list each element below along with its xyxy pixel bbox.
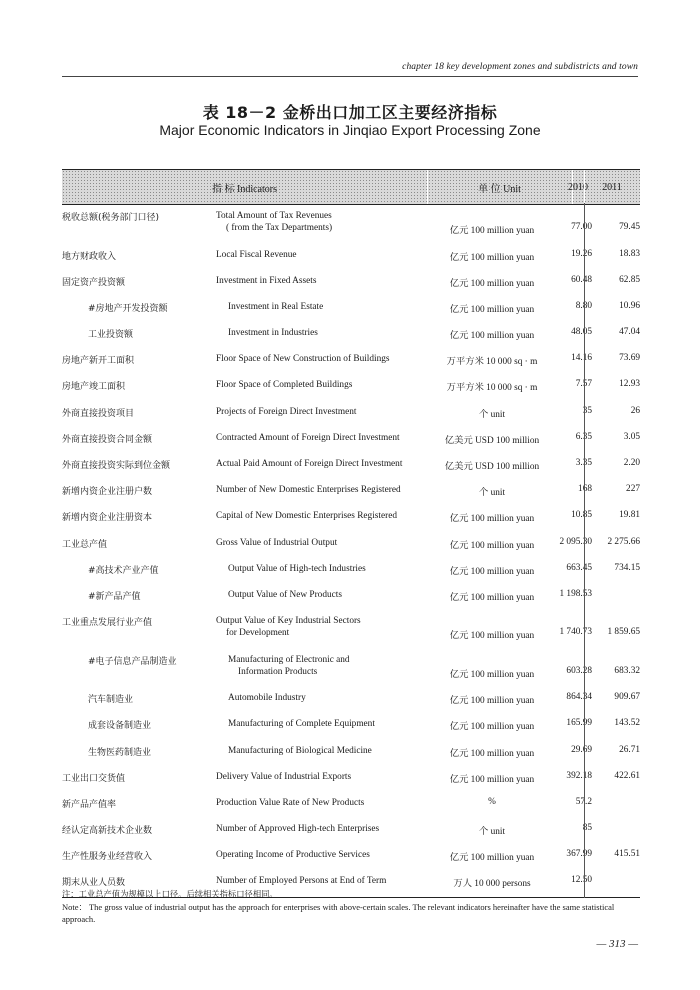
indicator-english-line: for Development [226,628,290,639]
value-2010: 2 095.30 [559,536,592,547]
table-row [62,610,640,649]
indicator-chinese: 房地产竣工面积 [62,382,126,393]
indicator-english-line: Investment in Industries [228,328,318,339]
indicator-chinese: 外商直接投资实际到位金额 [62,461,171,471]
indicator-english [216,875,386,887]
indicator-english [228,563,366,575]
value-2011: 19.81 [619,510,640,521]
column-rule [584,203,585,898]
header-rule [62,76,638,77]
indicator-english [216,823,379,835]
indicator-english-line: Information Products [238,666,318,677]
header-2010: 2010 [568,181,588,193]
value-2010: 77.00 [571,222,592,232]
indicator-chinese: 期末从业人员数 [62,878,126,889]
indicator-chinese: #房地产开发投资额 [88,303,168,314]
indicator-english-line: Production Value Rate of New Products [216,797,365,808]
indicator-chinese: 新增内资企业注册户数 [62,487,153,498]
indicator-english-line: Operating Income of Productive Services [216,850,370,861]
value-2010: 6.35 [575,431,592,442]
value-2011: 2.20 [623,458,640,468]
unit-cell: 亿元 100 million yuan [449,722,535,733]
unit-cell: 亿元 100 million yuan [449,566,535,577]
table-row [62,584,640,610]
indicator-chinese: 工业出口交货值 [62,773,126,784]
table-row [62,766,640,792]
table-row [62,322,640,348]
indicator-english [216,510,397,522]
indicator-english-line: Contracted Amount of Foreign Direct Investment [216,432,400,443]
header-indicators: 指 标 Indicators [212,183,277,195]
indicator-chinese: #新产品产值 [88,591,141,602]
indicator-english-line: Floor Space of New Construction of Buildings [216,354,390,365]
header-unit: 单 位 Unit [478,183,521,195]
table-row [62,713,640,739]
indicator-english-line: Output Value of Key Industrial Sectors [216,616,361,627]
indicator-english-line: Investment in Real Estate [228,301,324,312]
indicator-chinese: #电子信息产品制造业 [88,656,177,667]
value-2010: 29.69 [571,744,592,755]
indicator-english-line: Capital of New Domestic Enterprises Registered [216,511,397,522]
value-2011: 10.96 [619,300,640,311]
indicator-chinese: 汽车制造业 [88,695,134,706]
unit-cell: % [488,796,496,807]
indicator-english-line: Number of New Domestic Enterprises Registered [216,485,401,496]
page-number: — 313 — [596,938,638,950]
unit-cell: 亿元 100 million yuan [449,774,535,785]
value-2011: 909.67 [614,692,640,703]
table-header [62,169,640,205]
table-row [62,270,640,296]
unit-cell: 万人 10 000 persons [453,879,531,890]
value-2010: 7.57 [575,379,592,390]
table-row [62,296,640,322]
table-title-english: Major Economic Indicators in Jinqiao Export Processing Zone [159,122,541,138]
indicator-english-line: Investment in Fixed Assets [216,275,317,286]
indicator-chinese: 成套设备制造业 [88,721,152,732]
table-row [62,244,640,270]
value-2010: 48.05 [571,327,592,338]
value-2011: 12.93 [619,379,640,390]
unit-cell: 亿美元 USD 100 million [444,435,540,446]
indicator-english [216,275,316,287]
indicator-english-line: Local Fiscal Revenue [216,249,297,260]
table-row [62,740,640,766]
indicator-chinese: 税收总额(税务部门口径) [62,213,160,223]
unit-cell: 亿美元 USD 100 million [444,462,540,472]
value-2010: 603.28 [566,665,592,676]
value-2011: 26.71 [619,744,640,755]
value-2011: 734.15 [614,562,640,573]
indicator-english [228,327,318,339]
indicator-english [216,615,361,639]
table-row [62,205,640,244]
table-note [62,888,640,926]
indicator-english-line: Total Amount of Tax Revenues [216,211,332,221]
value-2010: 392.18 [566,770,592,781]
table-row [62,687,640,713]
indicator-english-line: Actual Paid Amount of Foreign Direct Investment [216,459,403,469]
note-english: Note： The gross value of industrial output has the approach for enterprises with above-certain scales. The relevant indicators hereinafter have the same statistical approach. [62,901,615,924]
indicator-english [216,458,402,470]
running-head: chapter 18 key development zones and subdistricts and town [402,62,638,72]
indicator-chinese: 地方财政收入 [62,251,117,262]
value-2011: 62.85 [619,274,640,285]
indicator-english-line: ( from the Tax Departments) [226,223,333,233]
unit-cell: 亿元 100 million yuan [449,592,535,603]
unit-cell: 万平方米 10 000 sq · m [446,383,538,394]
value-2011: 73.69 [619,353,640,364]
value-2010: 19.26 [571,248,592,259]
indicator-english-line: Output Value of New Products [228,589,342,600]
value-2010: 10.85 [571,510,592,521]
unit-cell: 万平方米 10 000 sq · m [446,357,538,368]
indicator-chinese: 外商直接投资合同金额 [62,434,153,445]
indicator-english [216,432,400,444]
indicator-english [228,692,306,704]
value-2010: 367.99 [566,849,592,860]
unit-cell: 个 unit [478,488,506,499]
indicator-english [228,589,342,601]
indicator-english [216,797,364,809]
value-2011: 1 859.65 [607,627,640,638]
value-2010: 663.45 [566,562,592,573]
indicator-english [216,210,332,234]
indicator-english-line: Manufacturing of Biological Medicine [228,745,372,756]
indicator-english-line: Automobile Industry [228,693,306,704]
indicator-english [228,654,350,678]
indicator-english [228,745,372,757]
indicator-chinese: 工业重点发展行业产值 [62,618,153,629]
indicator-chinese: 固定资产投资额 [62,277,126,288]
indicator-chinese: 房地产新开工面积 [62,356,135,367]
indicator-english-line: Output Value of High-tech Industries [228,563,366,574]
indicator-english-line: Delivery Value of Industrial Exports [216,771,352,782]
indicator-english [216,406,356,418]
value-2011: 3.05 [623,431,640,442]
indicator-chinese: 新增内资企业注册资本 [62,513,153,524]
value-2011: 18.83 [619,248,640,259]
value-2010: 1 198.53 [559,588,592,599]
table-row [62,532,640,558]
indicator-chinese: 外商直接投资项目 [62,408,135,419]
unit-cell: 亿元 100 million yuan [449,278,535,289]
value-2010: 35 [582,405,592,416]
indicator-english [216,379,352,391]
unit-cell: 亿元 100 million yuan [449,331,535,342]
table-row [62,401,640,427]
value-2010: 165.99 [566,718,592,729]
unit-cell: 亿元 100 million yuan [449,252,535,263]
value-2010: 14.16 [571,353,592,364]
value-2011: 415.51 [614,849,640,860]
indicator-english-line: Floor Space of Completed Buildings [216,380,353,391]
unit-cell: 亿元 100 million yuan [449,853,535,864]
value-2011: 143.52 [614,718,640,729]
unit-cell: 亿元 100 million yuan [449,696,535,707]
value-2011: 79.45 [619,222,640,232]
table-row [62,374,640,400]
indicator-chinese: 新产品产值率 [62,799,117,810]
table-row [62,844,640,870]
indicator-table [62,169,640,898]
value-2011: 683.32 [614,665,640,676]
table-row [62,427,640,453]
indicator-english [216,849,370,861]
table-row [62,818,640,844]
unit-cell: 个 unit [478,827,506,838]
value-2010: 85 [582,823,592,834]
table-body [62,205,640,897]
note-chinese: 注：工业总产值为规模以上口径。后续相关指标口径相同。 [62,889,278,899]
indicator-english-line: Manufacturing of Complete Equipment [228,719,375,730]
indicator-english [216,484,401,496]
indicator-english [216,537,337,549]
indicator-chinese: 工业投资额 [88,330,134,341]
indicator-chinese: 生物医药制造业 [88,747,152,758]
indicator-english [216,353,390,365]
value-2010: 168 [578,484,592,495]
indicator-english [228,301,323,313]
indicator-english-line: Number of Approved High-tech Enterprises [216,824,380,835]
table-row [62,649,640,688]
indicator-english-line: Projects of Foreign Direct Investment [216,406,357,417]
unit-cell: 个 unit [478,409,506,420]
indicator-chinese: #高技术产业产值 [88,565,159,576]
indicator-english-line: Number of Employed Persons at End of Term [216,876,387,887]
indicator-english [216,771,351,783]
value-2010: 60.48 [571,274,592,285]
value-2011: 47.04 [619,327,640,338]
unit-cell: 亿元 100 million yuan [449,631,535,642]
table-row [62,792,640,818]
table-row [62,453,640,479]
table-row [62,558,640,584]
unit-cell: 亿元 100 million yuan [449,514,535,525]
value-2011: 227 [626,484,640,495]
value-2010: 12.50 [571,875,592,886]
indicator-chinese: 生产性服务业经营收入 [62,852,153,863]
table-title-chinese: 表 18－2 金桥出口加工区主要经济指标 [202,103,498,122]
indicator-chinese: 经认定高新技术企业数 [62,826,153,837]
indicator-english [216,249,297,261]
value-2010: 8.80 [575,300,592,311]
value-2011: 422.61 [614,770,640,781]
indicator-english-line: Gross Value of Industrial Output [216,537,338,548]
value-2010: 864.34 [566,692,592,703]
value-2010: 1 740.73 [559,627,592,638]
table-row [62,479,640,505]
table-row [62,505,640,531]
value-2011: 2 275.66 [607,536,640,547]
unit-cell: 亿元 100 million yuan [449,304,535,315]
value-2010: 3.35 [575,458,592,468]
unit-cell: 亿元 100 million yuan [449,226,535,236]
indicator-english-line: Manufacturing of Electronic and [228,654,350,665]
value-2010: 57.2 [575,796,592,807]
unit-cell: 亿元 100 million yuan [449,540,535,551]
unit-cell: 亿元 100 million yuan [449,748,535,759]
unit-cell: 亿元 100 million yuan [449,669,535,680]
indicator-english [228,718,375,730]
header-2011: 2011 [602,181,622,193]
value-2011: 26 [630,405,640,416]
indicator-chinese: 工业总产值 [62,539,108,550]
table-row [62,348,640,374]
